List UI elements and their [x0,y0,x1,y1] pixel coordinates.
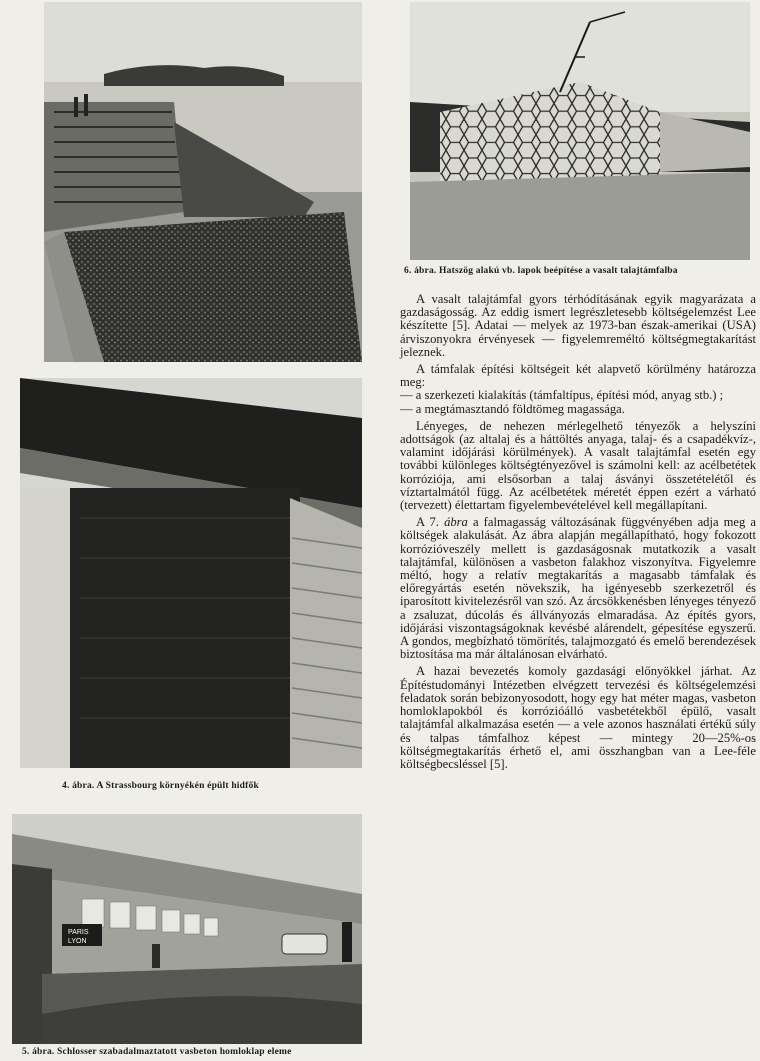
figure-6-photo [410,2,750,260]
sign-paris: PARIS [68,929,89,936]
paragraph-4-emphasis: ábra [444,515,468,530]
figure-4-photo [20,378,362,768]
article-text [400,293,756,775]
list-item-2: — a megtámasztandó földtömeg magassága. [400,401,625,416]
figure-4-caption: 4. ábra. A Strassbourg környékén épült hidfők [62,781,259,791]
list-item-1: — a szerkezeti kialakítás (támfaltípus, építési mód, anyag stb.) ; [400,388,724,403]
paragraph-3: Lényeges, de nehezen mérlegelhető tényezők a helyszíni adottságok (az altalaj és a háttöltés anyaga, talaj- és a csapadékvíz-, valamint időjárási körülmények). A vasalt talajtámfal esetén egy további különleges költségtényezővel is számolni kell: az acélbetétek korróziója, ami elsősorban a talaj ásványi összetételétől és víztartalmától függ. Az acélbetétek méretét éppen ezért a várható (tervezett) élettartam figyelembevételével kell megállapítani. [400,418,756,513]
paragraph-4-start: A 7. [416,515,439,530]
paragraph-1: A vasalt talajtámfal gyors térhódításának egyik magyarázata a gazdaságosság. Az eddig ismert legrészletesebb költségelemzést Lee készítette [5]. Adatai — melyek az 1973-ban észak-amerikai (USA) árviszonyokra érvényesek — figyelemreméltó költségmegtakarítást jeleznek. [400,292,756,359]
figure-3-photo [44,2,362,362]
figure-5-caption: 5. ábra. Schlosser szabadalmaztatott vasbeton homloklap eleme [22,1047,292,1057]
paragraph-4 [400,516,756,661]
paragraph-2: A támfalak építési költségeit két alapvető körülmény határozza meg: [400,362,756,390]
figure-5-photo [12,814,362,1044]
figure-6-caption: 6. ábra. Hatszög alakú vb. lapok beépítése a vasalt talajtámfalba [404,266,678,276]
paragraph-4-rest: a falmagasság változásának függvényében adja meg a költségek alakulását. Az ábra alapján megállapítható, hogy fokozott korrózióveszély mellett is gazdaságosnak mutatkozik a vasalt talajtámfal, különösen a vasbeton falakhoz viszonyítva. Figyelemre méltó, hogy a relatív megtakarítás a magasabb támfalak és előregyártás esetén növekszik, ha igényesebb szerkezetről és iparosított kivitelezésről van szó. Az árcsökkenésben lényeges tényező a zsaluzat, dúcolás és állványozás elmaradása. Az építés gyors, időjárási viszontagságoknak kevésbé alárendelt, gépesítése egyszerű. A gondos, megbízható tömörítés, talajmozgató és emelő berendezések biztosítása ma már általánosan elvárható. [400,515,757,662]
sign-lyon: LYON [68,938,87,945]
paragraph-5: A hazai bevezetés komoly gazdasági előnyökkel járhat. Az Építéstudományi Intézetben elvégzett tervezési és költségelemzési feladatok során bebizonyosodott, hogy egy hat méter magas, vasbeton homloklapokból és korrózióálló vasbetétekből épülő, vasalt talajtámfal alkalmazása esetén — a vele azonos használati értékű súly és talpas támfalhoz képest — mintegy 20—25%-os költségmegtakarítás érhető el, ami összhangban van a Lee-féle költségbecsléssel [5]. [400,664,756,771]
